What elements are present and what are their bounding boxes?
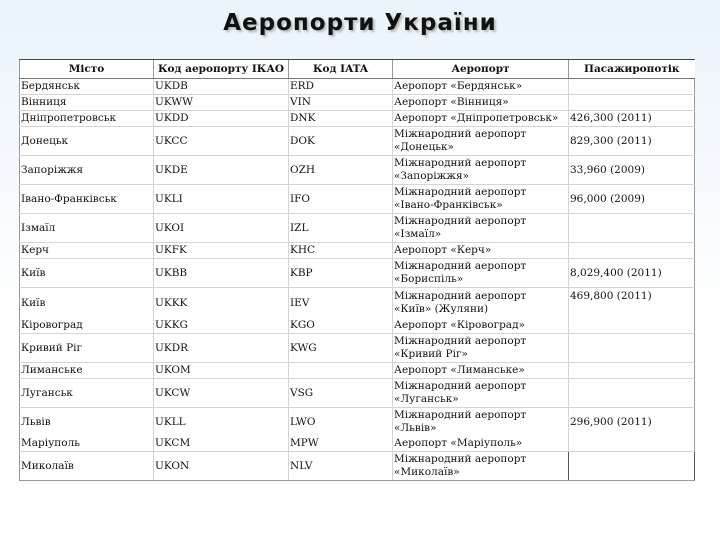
table-row	[20, 127, 695, 156]
cell-traffic: 829,300 (2011)	[569, 127, 695, 156]
cell-city: Львів	[20, 408, 154, 437]
cell-icao: UKCM	[154, 436, 289, 452]
table-row	[20, 259, 695, 288]
table-row	[20, 79, 695, 95]
table-row	[20, 379, 695, 408]
cell-traffic: 96,000 (2009)	[569, 185, 695, 214]
header-passenger-traffic: Пасажиропотік	[569, 60, 695, 79]
table-row	[20, 436, 695, 452]
cell-city: Ізмаїл	[20, 214, 154, 243]
cell-city: Лиманське	[20, 363, 154, 379]
table-row	[20, 95, 695, 111]
cell-city: Кіровоград	[20, 318, 154, 334]
cell-icao: UKDR	[154, 334, 289, 363]
cell-icao: UKDB	[154, 79, 289, 95]
cell-airport: Аеропорт «Лиманське»	[393, 363, 569, 379]
cell-iata: VSG	[289, 379, 393, 408]
table-row	[20, 452, 695, 481]
cell-city: Київ	[20, 259, 154, 288]
cell-city: Миколаїв	[20, 452, 154, 481]
cell-airport: Міжнародний аеропорт «Київ» (Жуляни)	[393, 288, 569, 319]
cell-traffic	[569, 363, 695, 379]
cell-traffic	[569, 379, 695, 408]
cell-airport: Міжнародний аеропорт «Ізмаїл»	[393, 214, 569, 243]
cell-iata: DOK	[289, 127, 393, 156]
cell-iata: IFO	[289, 185, 393, 214]
table-row	[20, 214, 695, 243]
cell-iata: LWO	[289, 408, 393, 437]
cell-airport: Міжнародний аеропорт «Запоріжжя»	[393, 156, 569, 185]
cell-iata: KHC	[289, 243, 393, 259]
table-row	[20, 156, 695, 185]
cell-traffic: 469,800 (2011)	[569, 288, 695, 319]
cell-city: Донецьк	[20, 127, 154, 156]
cell-iata: KGO	[289, 318, 393, 334]
cell-iata: OZH	[289, 156, 393, 185]
cell-airport: Міжнародний аеропорт «Кривий Ріг»	[393, 334, 569, 363]
cell-icao: UKOM	[154, 363, 289, 379]
cell-traffic	[569, 318, 695, 334]
cell-iata: MPW	[289, 436, 393, 452]
cell-city: Луганськ	[20, 379, 154, 408]
table-row	[20, 363, 695, 379]
airports-table	[19, 59, 695, 481]
table-row	[20, 185, 695, 214]
header-icao-code: Код аеропорту ІКАО	[154, 60, 289, 79]
cell-iata: IZL	[289, 214, 393, 243]
cell-city: Керч	[20, 243, 154, 259]
cell-airport: Аеропорт «Керч»	[393, 243, 569, 259]
header-airport: Аеропорт	[393, 60, 569, 79]
cell-icao: UKFK	[154, 243, 289, 259]
cell-icao: UKDD	[154, 111, 289, 127]
cell-traffic	[569, 243, 695, 259]
table-row	[20, 334, 695, 363]
cell-icao: UKON	[154, 452, 289, 481]
cell-city: Запоріжжя	[20, 156, 154, 185]
cell-traffic: 296,900 (2011)	[569, 408, 695, 437]
cell-airport: Міжнародний аеропорт «Бориспіль»	[393, 259, 569, 288]
table-row	[20, 243, 695, 259]
table-header-row	[20, 60, 695, 79]
page-title: Аеропорти України	[223, 10, 497, 36]
cell-traffic	[569, 452, 695, 481]
cell-iata: DNK	[289, 111, 393, 127]
cell-traffic: 8,029,400 (2011)	[569, 259, 695, 288]
cell-icao: UKWW	[154, 95, 289, 111]
table-row	[20, 408, 695, 437]
cell-city: Івано-Франківськ	[20, 185, 154, 214]
cell-airport: Міжнародний аеропорт «Миколаїв»	[393, 452, 569, 481]
cell-city: Маріуполь	[20, 436, 154, 452]
cell-iata: NLV	[289, 452, 393, 481]
table-row	[20, 111, 695, 127]
cell-airport: Аеропорт «Маріуполь»	[393, 436, 569, 452]
cell-iata: ERD	[289, 79, 393, 95]
cell-icao: UKLI	[154, 185, 289, 214]
cell-city: Кривий Ріг	[20, 334, 154, 363]
cell-iata: VIN	[289, 95, 393, 111]
cell-city: Вінниця	[20, 95, 154, 111]
cell-traffic: 426,300 (2011)	[569, 111, 695, 127]
cell-city: Дніпропетровськ	[20, 111, 154, 127]
cell-traffic	[569, 214, 695, 243]
cell-airport: Міжнародний аеропорт «Донецьк»	[393, 127, 569, 156]
cell-city: Бердянськ	[20, 79, 154, 95]
cell-airport: Аеропорт «Бердянськ»	[393, 79, 569, 95]
header-city: Місто	[20, 60, 154, 79]
cell-icao: UKBB	[154, 259, 289, 288]
cell-icao: UKKK	[154, 288, 289, 319]
header-iata-code: Код IATA	[289, 60, 393, 79]
cell-airport: Міжнародний аеропорт «Луганськ»	[393, 379, 569, 408]
cell-airport: Аеропорт «Кіровоград»	[393, 318, 569, 334]
cell-traffic: 33,960 (2009)	[569, 156, 695, 185]
cell-icao: UKCW	[154, 379, 289, 408]
cell-traffic	[569, 95, 695, 111]
cell-icao: UKOI	[154, 214, 289, 243]
cell-traffic	[569, 79, 695, 95]
cell-airport: Міжнародний аеропорт «Івано-Франківськ»	[393, 185, 569, 214]
cell-icao: UKKG	[154, 318, 289, 334]
table-row	[20, 288, 695, 319]
cell-traffic	[569, 334, 695, 363]
cell-traffic	[569, 436, 695, 452]
table-row	[20, 318, 695, 334]
cell-icao: UKDE	[154, 156, 289, 185]
cell-icao: UKCC	[154, 127, 289, 156]
cell-airport: Аеропорт «Дніпропетровськ»	[393, 111, 569, 127]
cell-iata: KBP	[289, 259, 393, 288]
cell-iata: IEV	[289, 288, 393, 319]
cell-airport: Міжнародний аеропорт «Львів»	[393, 408, 569, 437]
cell-iata: KWG	[289, 334, 393, 363]
cell-icao: UKLL	[154, 408, 289, 437]
cell-airport: Аеропорт «Вінниця»	[393, 95, 569, 111]
cell-city: Київ	[20, 288, 154, 319]
cell-iata	[289, 363, 393, 379]
